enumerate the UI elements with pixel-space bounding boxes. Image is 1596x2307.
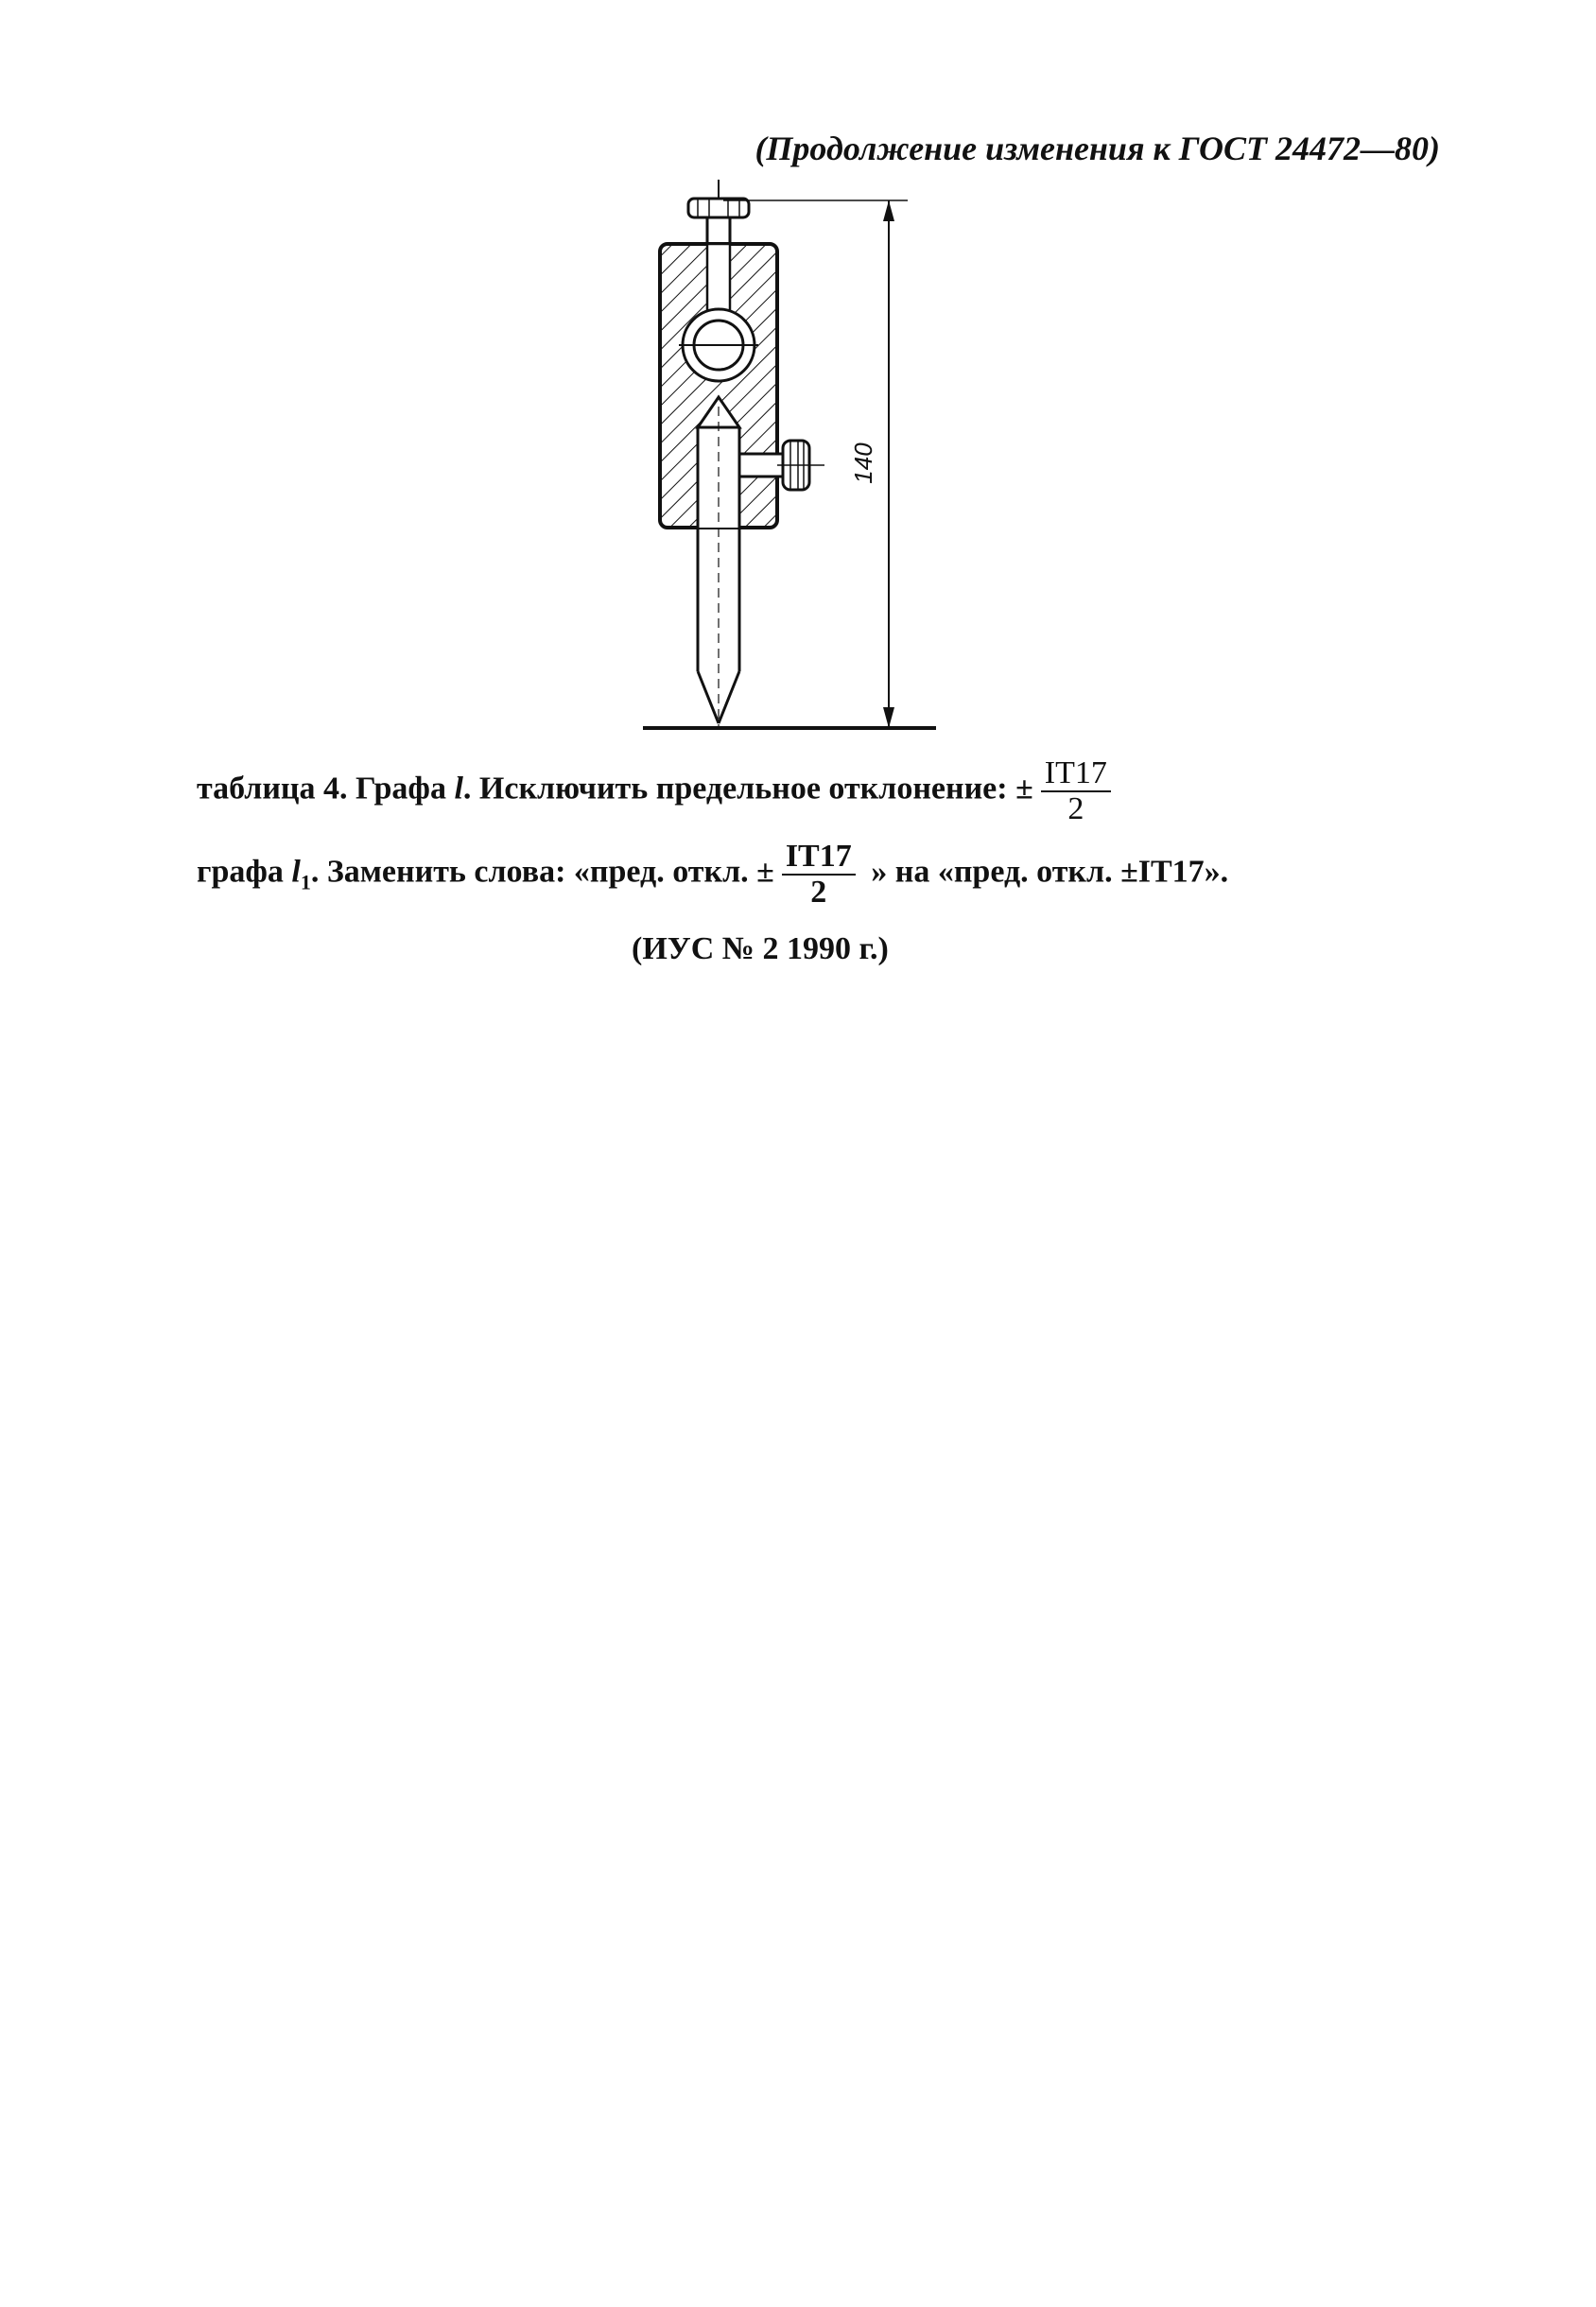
paragraph2-prefix: графа xyxy=(197,854,292,890)
dimension-label: 140 xyxy=(849,442,877,484)
page-header: (Продолжение изменения к ГОСТ 24472—80) xyxy=(755,130,1440,167)
paragraph2-middle: . Заменить слова: «пред. откл. ± xyxy=(310,854,774,890)
paragraph-column-l1 xyxy=(197,840,1228,909)
fraction-numerator: IT17 xyxy=(782,840,856,876)
paragraph1-col-name: l xyxy=(454,771,463,807)
paragraph-table4 xyxy=(197,756,1119,825)
technical-drawing xyxy=(624,180,945,747)
paragraph2-suffix: » на «пред. откл. ±IT17». xyxy=(862,854,1229,890)
paragraph2-col-sub: 1 xyxy=(300,870,311,894)
fraction-denominator: 2 xyxy=(1067,790,1084,826)
paragraph1-middle: . Исключить предельное отклонение: ± xyxy=(462,771,1033,807)
tolerance-fraction-1 xyxy=(1041,756,1111,825)
tolerance-fraction-2 xyxy=(782,840,856,909)
paragraph2-col-name: l xyxy=(291,854,301,890)
paragraph1-prefix: таблица 4. Графа xyxy=(197,771,455,807)
fraction-denominator: 2 xyxy=(810,874,827,910)
source-reference: (ИУС № 2 1990 г.) xyxy=(632,931,889,966)
top-screw xyxy=(688,180,749,244)
fraction-numerator: IT17 xyxy=(1041,756,1111,792)
